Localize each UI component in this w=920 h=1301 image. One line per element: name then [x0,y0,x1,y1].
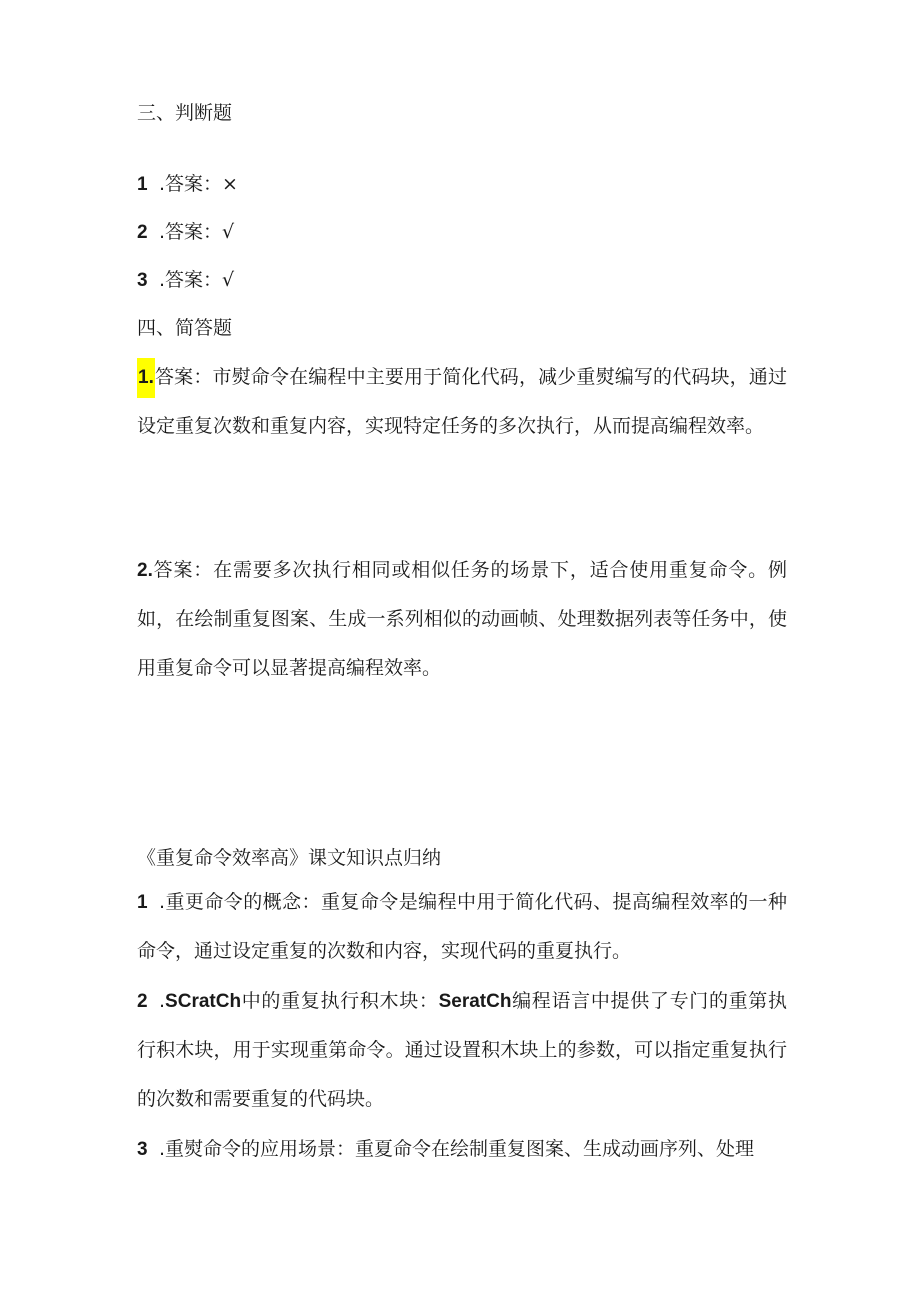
judge-answer-2 [137,220,234,245]
section4-heading: 四、简答题 [137,317,233,339]
answer-text: .答案：× [159,173,238,195]
short-answer-2 [137,546,787,693]
item-number: 1 [137,174,148,195]
judge-answer-3 [137,268,234,293]
answer-text: .答案：√ [159,221,235,243]
answer-text: 答案：市熨命令在编程中主要用于简化代码，减少重熨编写的代码块，通过设定重复次数和重复内容，实现特定任务的多次执行，从而提高编程效率。 [137,366,787,437]
item-number: 2 [137,991,148,1012]
point-text: 编程语言中提供了专门的重第执行积木块，用于实现重第命令。通过设置积木块上的参数，可以指定重复执行的次数和需要重复的代码块。 [137,990,787,1110]
item-number: 1 [137,892,148,913]
item-number: 2. [137,560,153,581]
summary-point-3 [137,1125,787,1174]
item-number: 2 [137,222,148,243]
section3-heading: 三、判断题 [137,102,233,124]
summary-point-2 [137,977,787,1124]
point-text: .重更命令的概念：重复命令是编程中用于简化代码、提高编程效率的一种命令，通过设定重复的次数和内容，实现代码的重夏执行。 [137,891,787,962]
item-number: 3 [137,270,148,291]
item-number: 3 [137,1139,148,1160]
judge-answer-1 [137,172,238,197]
point-text: 中的重复执行积木块： [241,990,439,1012]
summary-title: 《重复命令效率高》课文知识点归纳 [137,847,442,869]
answer-text: 答案：在需要多次执行相同或相似任务的场景下，适合使用重复命令。例如，在绘制重复图案、生成一系列相似的动画帧、处理数据列表等任务中，使用重复命令可以显著提高编程效率。 [137,559,787,679]
answer-text: .答案：√ [159,269,235,291]
point-text: .重熨命令的应用场景：重夏命令在绘制重复图案、生成动画序列、处理 [159,1138,755,1160]
scratch-term: SeratCh [438,991,512,1012]
summary-point-1 [137,878,787,976]
highlighted-number: 1. [137,358,155,398]
point-prefix: . [159,990,166,1012]
scratch-term: SCratCh [165,991,242,1012]
short-answer-1 [137,353,787,451]
